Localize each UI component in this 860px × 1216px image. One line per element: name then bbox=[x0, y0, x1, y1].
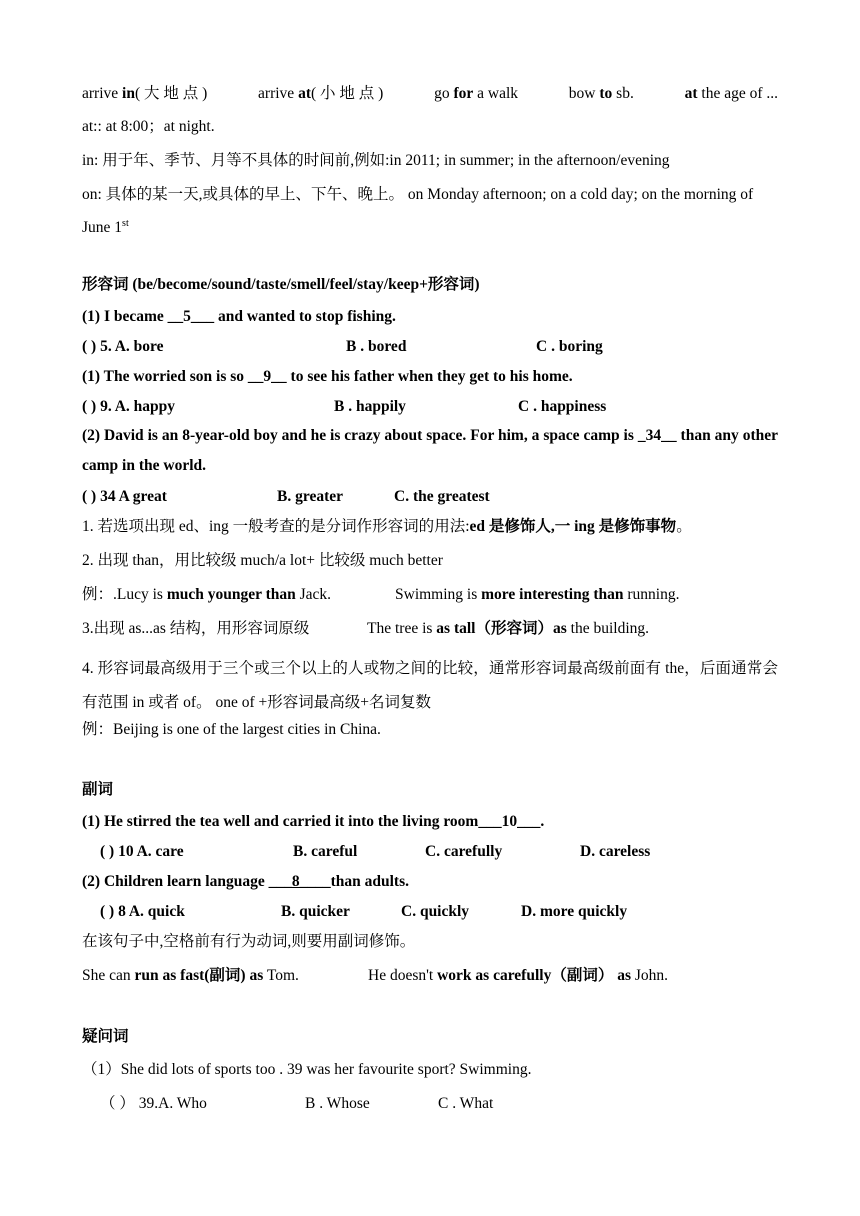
adj-note-1: 1. 若选项出现 ed、ing 一般考查的是分词作形容词的用法:ed 是修饰人,一 ing 是修饰事物。 bbox=[82, 518, 692, 535]
adj-note-2: 2. 出现 than，用比较级 much/a lot+ 比较级 much better bbox=[82, 552, 443, 569]
adj-note-4: 4. 形容词最高级用于三个或三个以上的人或物之间的比较，通常形容词最高级前面有 the，后面通常会有范围 in 或者 of。 one of +形容词最高级+名词复数 bbox=[82, 660, 778, 711]
adv-options-2: ( ) 8 A. quick B. quicker C. quickly D. more quickly bbox=[100, 903, 628, 920]
adv-note: 在该句子中,空格前有行为动词,则要用副词修饰。 bbox=[82, 933, 416, 950]
prep-line-at: at:: at 8:00；at night. bbox=[82, 118, 215, 135]
adj-question-2: (1) The worried son is so __9__ to see his father when they get to his home. bbox=[82, 368, 573, 385]
adj-options-2: ( ) 9. A. happy B . happily C . happiness bbox=[82, 398, 607, 415]
prep-line-1: arrive in( 大 地 点 ) arrive at( 小 地 点 ) go for a walk bow to sb. at the age of ... bbox=[82, 85, 778, 102]
adj-example-2: 例：Beijing is one of the largest cities in China. bbox=[82, 721, 381, 738]
wh-options-1: （ ） 39.A. Who B . Whose C . What bbox=[100, 1095, 494, 1112]
adj-example-1: 例：.Lucy is much younger than Jack. Swimming is more interesting than running. bbox=[82, 586, 680, 603]
adj-question-1: (1) I became __5___ and wanted to stop fishing. bbox=[82, 308, 396, 325]
adj-question-3: (2) David is an 8-year-old boy and he is crazy about space. For him, a space camp is _34__ than any other camp in the world. bbox=[82, 427, 778, 474]
adv-question-2: (2) Children learn language ___8____than adults. bbox=[82, 873, 409, 890]
adv-example: She can run as fast(副词) as Tom. He doesn't work as carefully（副词） as John. bbox=[82, 967, 669, 984]
adv-question-1: (1) He stirred the tea well and carried it into the living room___10___. bbox=[82, 813, 545, 830]
adv-heading: 副词 bbox=[82, 781, 114, 798]
prep-line-in: in: 用于年、季节、月等不具体的时间前,例如:in 2011; in summer; in the afternoon/evening bbox=[82, 152, 670, 169]
wh-heading: 疑问词 bbox=[82, 1028, 129, 1045]
prep-line-on: on: 具体的某一天,或具体的早上、下午、晚上。 on Monday afternoon; on a cold day; on the morning of June 1st bbox=[82, 186, 754, 236]
adj-heading: 形容词 (be/become/sound/taste/smell/feel/stay/keep+形容词) bbox=[82, 276, 480, 293]
adj-note-3: 3.出现 as...as 结构，用形容词原级 The tree is as tall（形容词）as the building. bbox=[82, 620, 649, 637]
adj-options-3: ( ) 34 A great B. greater C. the greatest bbox=[82, 488, 490, 505]
adv-options-1: ( ) 10 A. care B. careful C. carefully D. careless bbox=[100, 843, 651, 860]
adj-options-1: ( ) 5. A. bore B . bored C . boring bbox=[82, 338, 603, 355]
wh-question-1: （1）She did lots of sports too . 39 was her favourite sport? Swimming. bbox=[82, 1061, 532, 1078]
